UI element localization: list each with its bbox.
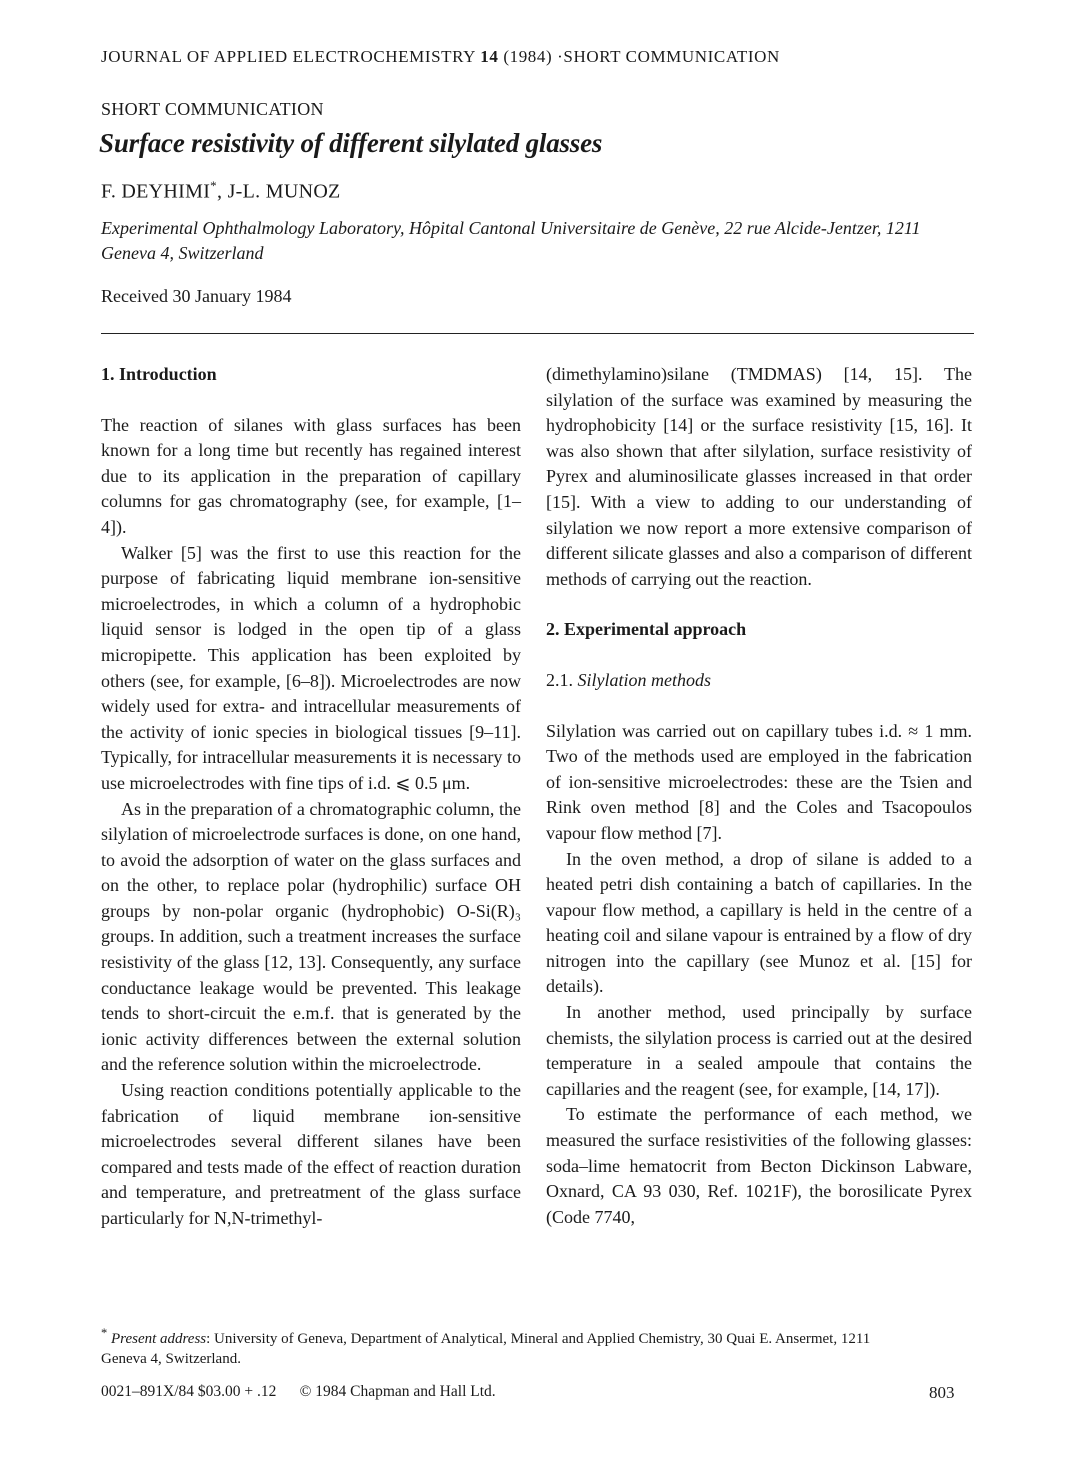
paragraph: In another method, used principally by surface chemists, the silylation process is carried out at the desired temperature in a sealed ampoule that contains the capillaries and the reagent (see, for example, [14, 17]). bbox=[546, 1002, 972, 1099]
received-date: Received 30 January 1984 bbox=[101, 286, 292, 306]
journal-header bbox=[101, 47, 780, 67]
subsection-heading bbox=[546, 668, 972, 694]
footnote-lead: Present address bbox=[111, 1331, 207, 1347]
author-footnote-mark: * bbox=[210, 178, 217, 193]
article-type: SHORT COMMUNICATION bbox=[563, 47, 780, 66]
footnote bbox=[101, 1323, 901, 1369]
article-title: Surface resistivity of different silylated glasses bbox=[99, 128, 603, 158]
paragraph: Silylation was carried out on capillary tubes i.d. ≈ 1 mm. Two of the methods used are employed in the fabrication of ion-sensitive microelectrodes: these are the Tsien and Rink oven method [8] and the Coles and Tsacopoulos vapour flow method [7]. bbox=[546, 720, 972, 843]
section-heading-experimental: 2. Experimental approach bbox=[546, 619, 747, 640]
header-bullet: · bbox=[557, 47, 564, 66]
authors bbox=[101, 178, 341, 204]
paragraph: Walker [5] was the first to use this reaction for the purpose of fabricating liquid membrane ion-sensitive microelectrodes, in which a column of a hydrophobic liquid sensor is lodged in the open tip of a glass micropipette. This application has been exploited by others (see, for example, [6–8]). Microelectrodes are now widely used for extra- and intracellular measurements of the activity of ionic species in biological tissues [9–11]. Typically, for intracellular measurements it is necessary to use microelectrodes with fine tips of i.d. ⩽ 0.5 μm. bbox=[101, 542, 521, 793]
journal-year: (1984) bbox=[503, 47, 553, 66]
journal-name: JOURNAL OF APPLIED ELECTROCHEMISTRY bbox=[101, 47, 476, 66]
header-rule bbox=[101, 333, 974, 334]
subsection-number: 2.1. bbox=[546, 669, 573, 690]
paragraph: Using reaction conditions potentially applicable to the fabrication of liquid membrane ion-sensitive microelectrodes several different silanes have been compared and tests made of the effect of reaction duration and temperature, and pretreatment of the glass surface particularly for N,N-trimethyl- bbox=[101, 1080, 521, 1228]
author-first: F. DEYHIMI bbox=[101, 180, 211, 203]
journal-volume: 14 bbox=[480, 47, 499, 66]
page-number: 803 bbox=[929, 1383, 955, 1402]
paragraph: As in the preparation of a chromatographic column, the silylation of microelectrode surfaces is done, on one hand, to avoid the adsorption of water on the glass surfaces and on the other, to replace polar (hydrophilic) surface OH groups by non-polar organic (hydrophobic) O-Si(R)₃ groups. In addition, such a treatment increases the surface resistivity of the glass [12, 13]. Consequently, any surface conductance leakage would be prevented. This leakage tends to short-circuit the e.m.f. that is generated by the ionic activity differences between the external solution and the reference solution within the microelectrode. bbox=[101, 798, 521, 1075]
paragraph: To estimate the performance of each method, we measured the surface resistivities of the following glasses: soda–lime hematocrit from Becton Dickinson Labware, Oxnard, CA 93 030, Ref. 1021F), the borosilicate Pyrex (Code 7740, bbox=[546, 1104, 972, 1227]
paragraph: (dimethylamino)silane (TMDMAS) [14, 15]. The silylation of the surface was examined by measuring the hydrophobicity [14] or the surface resistivity [15, 16]. It was also shown that after silylation, surface resistivity of Pyrex and aluminosilicate glasses increased in that order [15]. With a view to adding to our understanding of silylation we now report a more extensive comparison of different silicate glasses and also a comparison of different methods of carrying out the reaction. bbox=[546, 364, 972, 589]
subsection-title: Silylation methods bbox=[577, 669, 711, 690]
footnote-text: : University of Geneva, Department of Analytical, Mineral and Applied Chemistry, 30 Quai E. Ansermet, 1211 Geneva 4, Switzerland. bbox=[101, 1331, 871, 1367]
author-rest: , J-L. MUNOZ bbox=[216, 180, 341, 203]
footer-code: 0021–891X/84 $03.00 + .12 bbox=[101, 1383, 277, 1400]
paragraph: The reaction of silanes with glass surfaces has been known for a long time but recently has regained interest due to its application in the preparation of capillary columns for gas chromatography (see, for example, [1–4]). bbox=[101, 414, 521, 537]
section-label: SHORT COMMUNICATION bbox=[101, 99, 324, 119]
left-column bbox=[101, 362, 521, 1232]
footer-left bbox=[101, 1383, 496, 1401]
footer-copyright: © 1984 Chapman and Hall Ltd. bbox=[299, 1383, 496, 1400]
section-heading-introduction: 1. Introduction bbox=[101, 364, 217, 384]
right-column bbox=[546, 362, 972, 1230]
paragraph: In the oven method, a drop of silane is added to a heated petri dish containing a batch of capillaries. In the vapour flow method, a capillary is held in the centre of a heating coil and silane vapour is entrained by a flow of dry nitrogen into the capillary (see Munoz et al. [15] for details). bbox=[546, 848, 972, 997]
footnote-mark: * bbox=[101, 1326, 108, 1340]
affiliation: Experimental Ophthalmology Laboratory, Hôpital Cantonal Universitaire de Genève, 22 rue Alcide-Jentzer, 1211 Geneva 4, Switzerland bbox=[101, 218, 921, 263]
spacer bbox=[546, 592, 972, 617]
